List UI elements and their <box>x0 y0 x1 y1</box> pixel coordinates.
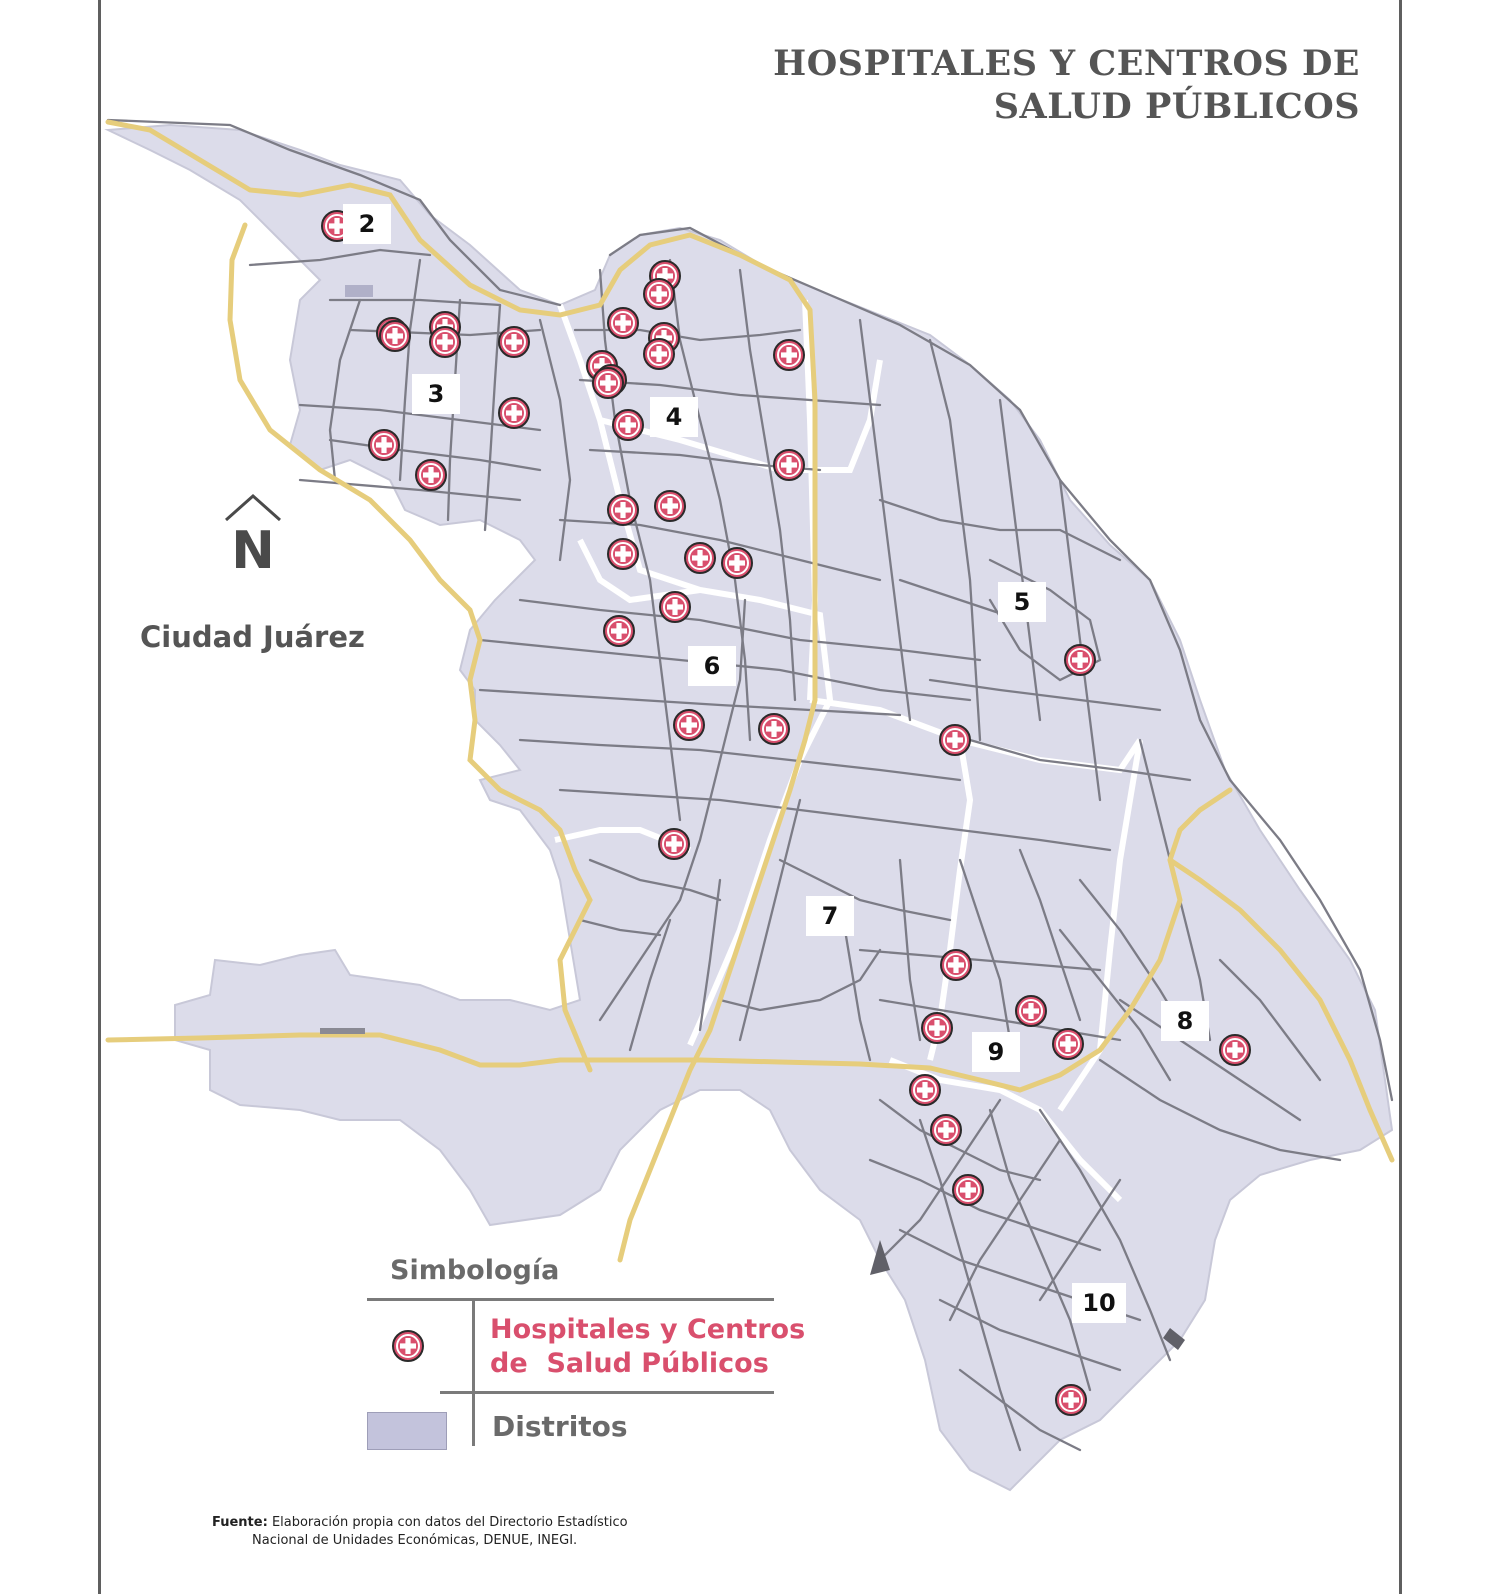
hospital-legend-icon <box>390 1328 426 1364</box>
north-arrow-icon <box>220 490 286 572</box>
district-label-9: 9 <box>972 1032 1020 1072</box>
map-title-line1: HOSPITALES Y CENTROS DE <box>773 43 1360 84</box>
hospital-marker-icon <box>1220 1035 1250 1065</box>
hospital-marker-icon <box>613 410 643 440</box>
hospital-marker-icon <box>1065 645 1095 675</box>
hospital-marker-icon <box>416 460 446 490</box>
hospital-marker-icon <box>685 543 715 573</box>
district-label-8: 8 <box>1161 1001 1209 1041</box>
district-label-6: 6 <box>688 646 736 686</box>
hospital-marker-icon <box>644 279 674 309</box>
legend-title: Simbología <box>390 1255 560 1286</box>
hospital-marker-icon <box>604 616 634 646</box>
districts-swatch <box>367 1412 447 1450</box>
hospital-marker-icon <box>774 340 804 370</box>
legend-hospitals-line1: Hospitales y Centros <box>490 1314 806 1345</box>
city-label: Ciudad Juárez <box>140 620 365 654</box>
hospital-marker-icon <box>910 1075 940 1105</box>
hospital-marker-icon <box>1056 1385 1086 1415</box>
hospital-marker-icon <box>774 450 804 480</box>
north-label: N <box>231 521 275 572</box>
legend-hospitals-label <box>490 1313 805 1381</box>
hospital-marker-icon <box>644 339 674 369</box>
hospital-marker-icon <box>941 950 971 980</box>
hospital-marker-icon <box>593 368 623 398</box>
source-label: Fuente: <box>212 1515 268 1530</box>
district-label-10: 10 <box>1072 1283 1126 1323</box>
hospital-marker-icon <box>608 539 638 569</box>
hospital-marker-icon <box>931 1115 961 1145</box>
source-line2: Nacional de Unidades Económicas, DENUE, INEGI. <box>252 1533 578 1548</box>
hospital-marker-icon <box>430 327 460 357</box>
hospital-marker-icon <box>1053 1029 1083 1059</box>
source-line1: Elaboración propia con datos del Directorio Estadístico <box>271 1515 628 1530</box>
legend-divider <box>440 1391 774 1394</box>
district-label-2: 2 <box>343 204 391 244</box>
legend-hospitals-line2: de Salud Públicos <box>490 1348 769 1379</box>
legend-divider <box>472 1298 475 1446</box>
feature-mark <box>320 1028 365 1034</box>
hospital-marker-icon <box>922 1013 952 1043</box>
hospital-marker-icon <box>499 327 529 357</box>
district-label-7: 7 <box>806 896 854 936</box>
hospital-marker-icon <box>608 495 638 525</box>
map-title-line2: SALUD PÚBLICOS <box>993 86 1360 127</box>
district-label-4: 4 <box>650 397 698 437</box>
district-label-5: 5 <box>998 582 1046 622</box>
hospital-marker-icon <box>722 548 752 578</box>
hospital-marker-icon <box>499 398 529 428</box>
hospital-marker-icon <box>674 710 704 740</box>
hospital-marker-icon <box>369 430 399 460</box>
hospital-marker-icon <box>655 491 685 521</box>
hospital-marker-icon <box>660 592 690 622</box>
hospital-marker-icon <box>380 321 410 351</box>
district-label-3: 3 <box>412 374 460 414</box>
hospital-marker-icon <box>608 308 638 338</box>
source-note <box>212 1514 628 1550</box>
hospital-marker-icon <box>953 1175 983 1205</box>
hospital-marker-icon <box>940 725 970 755</box>
hospital-marker-icon <box>1016 996 1046 1026</box>
hospital-marker-icon <box>659 829 689 859</box>
legend-districts-label: Distritos <box>492 1410 628 1443</box>
hospital-marker-icon <box>759 714 789 744</box>
feature-mark <box>345 285 373 297</box>
legend-divider <box>367 1298 774 1301</box>
